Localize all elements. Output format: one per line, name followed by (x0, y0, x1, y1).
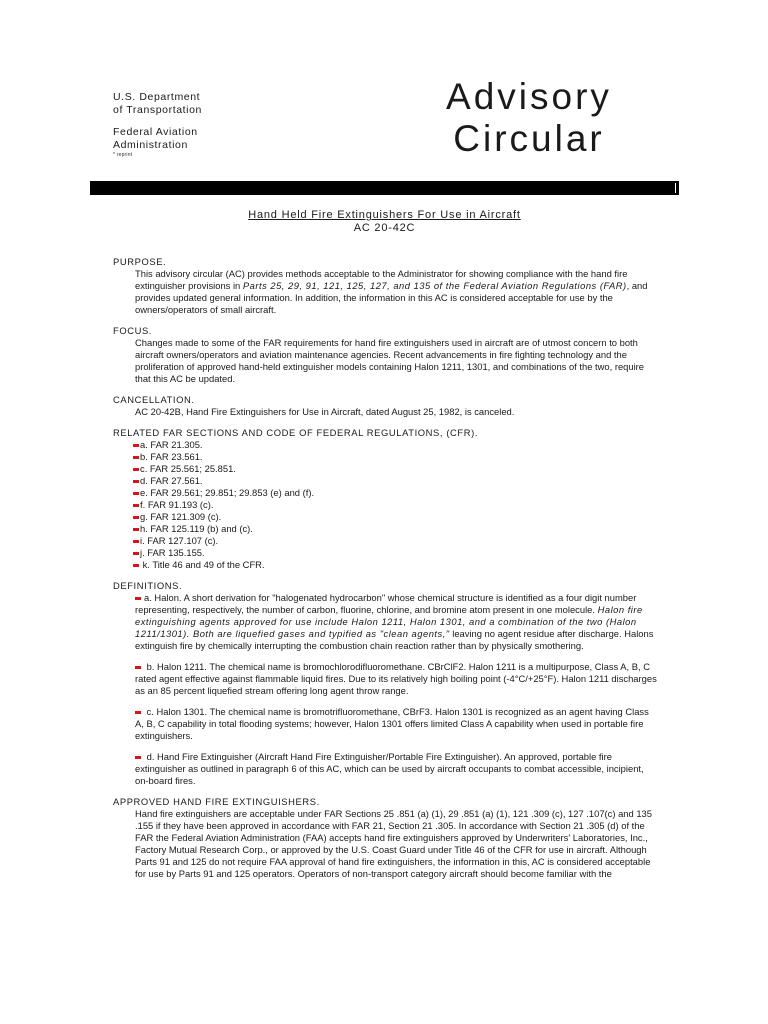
definition-a: a. Halon. A short derivation for "halogenated hydrocarbon" whose chemical structure is identified as a four digit number representing, respectively, the number of carbon, fluorine, chlorine, and bromine atom present in one molecule. Halon fire extinguishing agents approved for use include Halon 1211, Halon 1301, and a combination of the two (Halon 1211/1301). Both are liquefied gases and typified as "clean agents," leaving no agent residue after discharge. Halons extinguish fire by chemically interrupting the combustion chain reaction rather than by physically smothering. (135, 592, 654, 651)
purpose-text-1: This advisory circular (AC) provides methods acceptable to the Administrator for showing compliance with the hand fire extinguisher provisions in (135, 268, 628, 291)
related-heading: RELATED FAR SECTIONS AND CODE OF FEDERAL REGULATIONS, (CFR). (113, 427, 479, 438)
dept-line-2: of Transportation (113, 104, 202, 116)
list-item: e. FAR 29.561; 29.851; 29.853 (e) and (f). (133, 487, 658, 499)
list-item: k. Title 46 and 49 of the CFR. (133, 559, 658, 571)
document-type (424, 76, 634, 160)
bullet-icon (135, 666, 141, 669)
list-item: a. FAR 21.305. (133, 439, 658, 451)
faa-line-1: Federal Aviation (113, 126, 198, 138)
rule-tick (675, 183, 676, 193)
definition-d: d. Hand Fire Extinguisher (Aircraft Hand Fire Extinguisher/Portable Fire Extinguisher). An approved, portable fire extinguisher as outlined in paragraph 6 of this AC, which can be used by aircraft occupants to combat accessible, incipient, on-board fires. (135, 751, 644, 786)
reprint-note: * reprint (113, 152, 133, 158)
bullet-icon (133, 456, 139, 459)
purpose-heading: PURPOSE. (113, 256, 167, 267)
list-item: i. FAR 127.107 (c). (133, 535, 658, 547)
definitions-heading: DEFINITIONS. (113, 580, 183, 591)
bullet-icon (135, 711, 141, 714)
title-code: AC 20-42C (353, 222, 416, 234)
document-body (113, 256, 658, 880)
faa-line-2: Administration (113, 139, 188, 151)
list-item: c. FAR 25.561; 25.851. (133, 463, 658, 475)
list-item: d. FAR 27.561. (133, 475, 658, 487)
bullet-icon (135, 597, 141, 600)
list-item: f. FAR 91.193 (c). (133, 499, 658, 511)
bullet-icon (135, 756, 141, 759)
doc-type-line-1: Advisory (446, 76, 612, 117)
bullet-icon (133, 492, 139, 495)
related-list (113, 439, 658, 571)
purpose-paragraph (135, 268, 658, 316)
list-item: g. FAR 121.309 (c). (133, 511, 658, 523)
bullet-icon (133, 504, 139, 507)
dept-line-1: U.S. Department (113, 91, 201, 103)
definition-c: c. Halon 1301. The chemical name is bromotrifluoromethane, CBrF3. Halon 1301 is recognized as an agent having Class A, B, C capability in total flooding systems; however, Halon 1301 offers limited Class A capability when used in portable fire extinguishers. (135, 706, 649, 741)
bullet-icon (133, 516, 139, 519)
bullet-icon (133, 444, 139, 447)
purpose-italic: Parts 25, 29, 91, 121, 125, 127, and 135 of the Federal Aviation Regulations (FAR) (242, 280, 627, 291)
cancellation-heading: CANCELLATION. (113, 394, 195, 405)
focus-heading: FOCUS. (113, 325, 153, 336)
bullet-icon (133, 540, 139, 543)
list-item: b. FAR 23.561. (133, 451, 658, 463)
doc-type-line-2: Circular (453, 118, 605, 159)
bullet-icon (133, 552, 139, 555)
list-item: h. FAR 125.119 (b) and (c). (133, 523, 658, 535)
bullet-icon (133, 480, 139, 483)
list-item: j. FAR 135.155. (133, 547, 658, 559)
definition-b: b. Halon 1211. The chemical name is bromochlorodifluoromethane. CBrClF2. Halon 1211 is a multipurpose, Class A, B, C rated agent effective against flammable liquid fires. Due to its relatively high boiling point (-4°C/+25°F). Halon 1211 discharges as an 85 percent liquefied stream offering long agent throw range. (135, 661, 657, 696)
bullet-icon (133, 468, 139, 471)
header-rule (90, 181, 679, 195)
title-main: Hand Held Fire Extinguishers For Use in Aircraft (248, 209, 521, 221)
focus-paragraph: Changes made to some of the FAR requirements for hand fire extinguishers used in aircraft are of utmost concern to both aircraft owners/operators and aviation maintenance agencies. Recent advancements in fire fighting technology and the proliferation of approved hand-held extinguisher models containing Halon 1211, 1301, and combinations of the two, require that this AC be updated. (135, 337, 645, 384)
bullet-icon (133, 564, 139, 567)
cancellation-paragraph: AC 20-42B, Hand Fire Extinguishers for Use in Aircraft, dated August 25, 1982, is canceled. (135, 406, 515, 417)
approved-paragraph: Hand fire extinguishers are acceptable under FAR Sections 25 .851 (a) (1), 29 .851 (a) (1), 121 .309 (c), 127 .107(c) and 135 .155 if they have been approved in accordance with FAR 21, Section 21 .305. In accordance with Section 21 .305 (d) of the FAR the Federal Aviation Administration (FAA) accepts hand fire extinguishers approved by Underwriters' Laboratories, Inc., Factory Mutual Research Corp., or approved by the U.S. Coast Guard under Title 46 of the CFR for use in aircraft. Although Parts 91 and 125 do not require FAA approval of hand fire extinguishers, the information in this, AC is considered acceptable for use by Parts 91 and 125 operators. Operators of non-transport category aircraft should become familiar with the (135, 808, 652, 879)
issuing-agency (113, 91, 202, 159)
document-title (90, 209, 679, 235)
bullet-icon (133, 528, 139, 531)
approved-heading: APPROVED HAND FIRE EXTINGUISHERS. (113, 796, 320, 807)
purpose-text-2: , and provides updated general information. In addition, the information in this AC is considered acceptable for use by the owners/operators of small aircraft. (135, 280, 648, 315)
